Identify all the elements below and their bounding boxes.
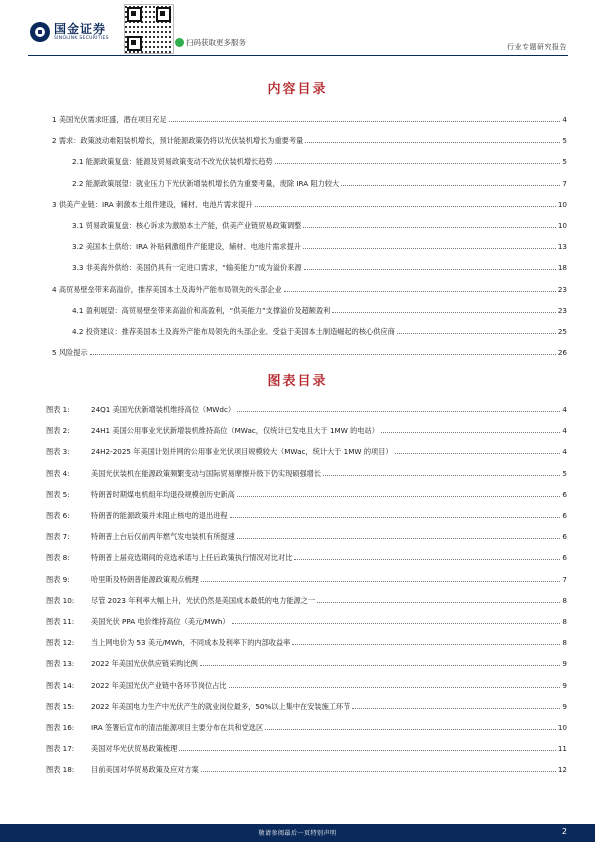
page-ref: 7 [562,178,567,188]
figure-entry[interactable] [46,572,567,584]
leader-dots [332,311,555,313]
figure-label: 图表 11: [46,617,75,626]
logo-cn: 国金证券 [54,21,107,36]
figure-label: 图表 6: [46,511,70,520]
figures-title: 图表目录 [267,374,328,389]
page-ref: 18 [557,263,567,273]
leader-dots [352,707,560,709]
leader-dots [303,247,556,249]
toc-entry[interactable] [52,133,567,145]
company-logo [30,22,109,42]
leader-dots [284,290,556,292]
figure-text: 特朗普的能源政策并未阻止核电的退出进程 [91,511,228,520]
page-ref: 8 [562,638,567,648]
qr-code-icon[interactable] [124,4,174,54]
logo-mark-icon [30,22,50,42]
figure-text: 哈里斯及特朗普能源政策观点梳理 [91,574,199,584]
page-ref: 8 [562,595,567,605]
page-ref: 5 [562,468,567,478]
figure-entry[interactable] [46,614,567,626]
figure-text: 24Q1 美国光伏新增装机维持高位（MWdc） [91,405,236,414]
figure-text: 美国光伏装机在能源政策频繁变动与国际贸易摩擦升级下仍实现硕强增长 [91,468,322,478]
figure-label: 图表 1: [46,405,70,414]
figure-text: 当上网电价为 53 美元/MWh，不同成本及利率下的内部收益率 [91,638,291,648]
leader-dots [255,205,556,207]
leader-dots [317,601,560,603]
figure-text: 24H2-2025 年美国计划并网的公用事业光伏项目规模较大（MWac，统计大于 1MW 的项目） [91,447,393,457]
figure-text: 美国光伏 PPA 电价维持高位（美元/MWh） [91,617,230,626]
leader-dots [201,580,561,582]
leader-dots [305,141,560,143]
leader-dots [179,749,556,751]
figure-label: 图表 4: [46,468,70,478]
figure-label: 图表 16: [46,723,75,732]
figure-label: 图表 17: [46,744,75,754]
leader-dots [292,643,560,645]
figure-entry[interactable] [46,699,567,711]
page-number: 2 [561,827,567,836]
toc-entry[interactable] [52,345,567,357]
page-ref: 5 [562,136,567,146]
figure-text: 特朗普上台后仅前两年燃气发电装机有所提速 [91,532,235,542]
figure-entry[interactable] [46,487,567,499]
figure-entry[interactable] [46,720,567,732]
figure-label: 图表 9: [46,574,70,584]
figure-entry[interactable] [46,508,567,520]
figure-text: 美国对华光伏贸易政策梳理 [91,744,178,754]
toc-entry[interactable] [52,303,567,315]
toc-entry[interactable] [52,218,567,230]
figure-text: 24H1 美国公用事业光伏新增装机维持高位（MWac，仅统计已发电且大于 1MW 的电站） [91,426,379,436]
figure-entry[interactable] [46,635,567,647]
figure-label: 图表 2: [46,426,70,436]
page-ref: 6 [562,553,567,563]
toc-entry-text: 2 需求：政策波动难阻装机增长，预计能源政策仍将以光伏装机增长为重要考量 [52,136,304,146]
page-ref: 4 [562,115,567,124]
toc-entry-text: 4.2 投资建议：推荐美国本土及海外产能布局领先的头部企业、受益于美国本土制造崛起的核心供应商 [72,327,395,336]
figure-label: 图表 3: [46,447,70,457]
leader-dots [265,728,556,730]
page-ref: 8 [562,617,567,626]
page-ref: 6 [562,511,567,520]
page-ref: 10 [557,723,567,732]
page-ref: 23 [557,305,567,315]
toc-entry[interactable] [52,154,567,166]
toc-entry-text: 5 风险提示 [52,348,88,358]
figure-label: 图表 7: [46,532,70,542]
figure-entry[interactable] [46,678,567,690]
figure-entry[interactable] [46,550,567,562]
page-ref: 4 [562,405,567,414]
page-ref: 5 [562,157,567,167]
page-ref: 4 [562,447,567,457]
header-divider [28,55,568,56]
figure-label: 图表 8: [46,553,70,563]
footer-disclaimer: 敬请参阅最后一页特别声明 [258,830,337,837]
leader-dots [201,770,556,772]
leader-dots [229,686,561,688]
figure-entry[interactable] [46,402,567,414]
page-ref: 6 [562,489,567,499]
page-ref: 11 [557,744,567,754]
figure-label: 图表 5: [46,489,70,499]
figure-text: 2022 年美国光伏供应链采购比例 [91,659,198,669]
figure-label: 图表 15: [46,701,75,711]
page-ref: 13 [557,242,567,252]
page-ref: 10 [557,199,567,209]
page-ref: 4 [562,426,567,436]
page-ref: 9 [562,659,567,669]
logo-en: SINOLINK SECURITIES [54,35,109,41]
toc-entry-text: 3.1 贸易政策复盘：核心诉求为激励本土产能，供美产业链贸易政策调整 [72,221,302,230]
toc-entry[interactable] [52,282,567,294]
leader-dots [237,410,560,412]
leader-dots [381,431,561,433]
leader-dots [275,162,561,164]
toc-entry-text: 2.2 能源政策展望：就业压力下光伏新增装机增长仍为重要考量，废除 IRA 阻力较大 [72,178,340,188]
figure-text: 尽管 2023 年利率大幅上升，光伏仍然是美国成本最低的电力能源之一 [91,595,316,605]
toc-entry-text: 3.2 美国本土供给：IRA 补贴刺激组件产能建设，辅材、电池片需求提升 [72,242,301,252]
figure-text: 目前美国对华贸易政策及应对方案 [91,765,199,775]
figure-entry[interactable] [46,656,567,668]
figure-text: 2022 年美国电力生产中光伏产生的就业岗位最多，50%以上集中在安装施工环节 [91,701,351,711]
toc-entry-text: 4 高贸易壁垒带来高溢价，推荐美国本土及海外产能布局领先的头部企业 [52,284,282,294]
leader-dots [169,120,561,122]
page-ref: 10 [557,221,567,230]
figure-entry[interactable] [46,593,567,605]
page-ref: 6 [562,532,567,542]
page-ref: 23 [557,284,567,294]
leader-dots [303,226,556,228]
toc-entry-text: 4.1 盈利展望：高贸易壁垒带来高溢价和高盈利，“供美能力”支撑溢价及超额盈利 [72,305,331,315]
page-ref: 9 [562,680,567,690]
leader-dots [237,495,561,497]
leader-dots [237,537,561,539]
toc-entry[interactable] [52,112,567,124]
page-footer [0,824,595,842]
figure-label: 图表 10: [46,595,75,605]
figure-entry[interactable] [46,741,567,753]
leader-dots [323,474,560,476]
wechat-icon [175,38,184,47]
toc-entry-text: 2.1 能源政策复盘：能源及贸易政策变动不改光伏装机增长趋势 [72,157,273,167]
figure-entry[interactable] [46,423,567,435]
figure-entry[interactable] [46,762,567,774]
figure-entry[interactable] [46,444,567,456]
leader-dots [200,664,561,666]
leader-dots [230,516,561,518]
leader-dots [341,184,560,186]
toc-entry-text: 3.3 非美海外供给：美国仍具有一定进口需求，“输美能力”成为溢价来源 [72,263,302,273]
figure-text: 2022 年美国光伏产业链中各环节岗位占比 [91,680,227,690]
toc-entry[interactable] [52,176,567,188]
figure-label: 图表 14: [46,680,75,690]
leader-dots [90,353,556,355]
figure-label: 图表 13: [46,659,75,669]
toc-entry-text: 3 供美产业链：IRA 刺激本土组件建设，辅材、电池片需求提升 [52,199,253,209]
page-ref: 25 [557,327,567,336]
leader-dots [397,332,556,334]
figure-label: 图表 12: [46,638,75,648]
leader-dots [232,622,561,624]
toc-entry[interactable] [52,324,567,336]
figure-entry[interactable] [46,529,567,541]
figure-text: 特朗普时期煤电机组年均退役规模创历史新高 [91,489,235,499]
leader-dots [395,452,561,454]
figure-entry[interactable] [46,466,567,478]
toc-entry[interactable] [52,239,567,251]
page-ref: 26 [557,348,567,358]
page-ref: 12 [557,765,567,775]
report-type: 行业专题研究报告 [507,43,567,51]
toc-entry[interactable] [52,260,567,272]
scan-prompt: 扫码获取更多服务 [186,38,246,47]
leader-dots [294,558,560,560]
leader-dots [304,268,556,270]
figure-text: IRA 签署后宣布的清洁能源项目主要分布在共和党选区 [91,723,264,732]
page-header [0,0,595,58]
toc-entry[interactable] [52,197,567,209]
toc-title: 内容目录 [267,82,328,97]
page-ref: 9 [562,701,567,711]
figure-label: 图表 18: [46,765,75,775]
page-ref: 7 [562,574,567,584]
toc-entry-text: 1 美国光伏需求旺盛，潜在项目充足 [52,115,167,124]
figure-text: 特朗普上届竞选期间的竞选承诺与上任后政策执行情况对比对比 [91,553,293,563]
